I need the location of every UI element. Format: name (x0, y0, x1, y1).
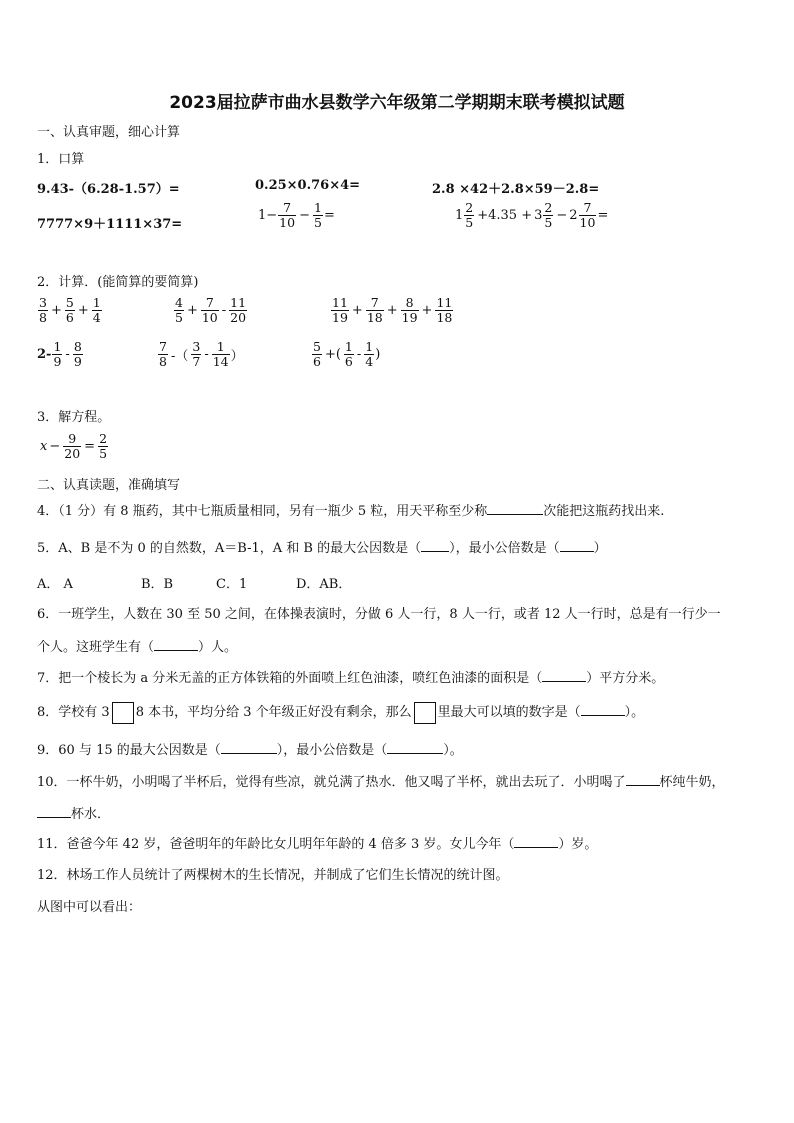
section-heading-2: 二、认真读题，准确填写 (37, 478, 181, 493)
q4: 4．（1 分）有 8 瓶药，其中七瓶质量相同，另有一瓶少 5 粒，用天平称至少称 次能把这瓶药找出来. (37, 504, 665, 519)
q8: 8．学校有 3 8 本书，平均分给 3 个年级正好没有剩余，那么 里最大可以填的数字是（ ）。 (37, 701, 644, 724)
q9: 9．60 与 15 的最大公因数是（ ），最小公倍数是（ ）。 (37, 743, 463, 758)
answer-blank[interactable] (514, 847, 558, 848)
q2-expr-1: $\frac{3}{8}$ + $\frac{5}{6}$ + $\frac{1}{4}$ (39, 295, 101, 325)
fraction: $\frac{2}{5}$ (465, 200, 474, 230)
q1-expr-4: 7777×9＋1111×37= (37, 217, 183, 232)
answer-blank[interactable] (421, 551, 449, 552)
fraction: $\frac{7}{10}$ (279, 200, 296, 230)
answer-blank[interactable] (487, 514, 543, 515)
q5-option-d[interactable]: D．AB． (296, 577, 352, 592)
q1-label: 1．口算 (37, 152, 85, 167)
fraction: $\frac{1}{5}$ (313, 200, 322, 230)
answer-blank[interactable] (154, 650, 198, 651)
page-title: 2023届拉萨市曲水县数学六年级第二学期期末联考模拟试题 (169, 93, 625, 113)
digit-box[interactable] (112, 702, 134, 724)
q7: 7．把一个棱长为 a 分米无盖的正方体铁箱的外面喷上红色油漆，喷红色油漆的面积是（ ）平方分米。 (37, 671, 665, 686)
q12-subtext: 从图中可以看出： (37, 900, 142, 915)
answer-blank[interactable] (560, 551, 594, 552)
answer-blank[interactable] (626, 785, 660, 786)
q1-expr-3: 2.8 ×42＋2.8×59－2.8= (432, 182, 600, 197)
fraction: $\frac{2}{5}$ (544, 200, 553, 230)
q10-line-2: 杯水． (37, 803, 110, 822)
q10-line-1: 10．一杯牛奶，小明喝了半杯后，觉得有些凉，就兑满了热水．他又喝了半杯，就出去玩了．小明喝了 杯纯牛奶， (37, 775, 725, 790)
q6-line-1: 6．一班学生，人数在 30 至 50 之间，在体操表演时，分做 6 人一行，8 人一行，或者 12 人一行时，总是有一行少一 (37, 607, 721, 622)
answer-blank[interactable] (387, 753, 443, 754)
q1-expr-5-lead: 1− (258, 208, 278, 223)
q1-expr-2: 0.25×0.76×4= (255, 178, 361, 193)
fraction: $\frac{7}{10}$ (579, 200, 596, 230)
q5-option-a[interactable]: A． A (37, 577, 73, 592)
q2-expr-6: $\frac{5}{6}$ +( $\frac{1}{6}$ - $\frac{1}{4}$ ) (313, 339, 381, 369)
answer-blank[interactable] (581, 715, 625, 716)
q1-expr-5: 1− $\frac{7}{10}$ − $\frac{1}{5}$ = (258, 200, 335, 230)
q2-label: 2．计算．(能简算的要简算) (37, 275, 199, 290)
q2-expr-2: $\frac{4}{5}$ + $\frac{7}{10}$ - $\frac{11}{20}$ (175, 295, 247, 325)
q2-expr-3: $\frac{11}{19}$ + $\frac{7}{18}$ + $\frac{8}{19}$ + $\frac{11}{18}$ (332, 295, 453, 325)
digit-box[interactable] (414, 702, 436, 724)
answer-blank[interactable] (37, 817, 71, 818)
q5-option-c[interactable]: C．1 (216, 577, 248, 592)
q5: 5．A、B 是不为 0 的自然数，A＝B-1，A 和 B 的最大公因数是（ ），最小公倍数是（ ） (37, 541, 607, 556)
q2-expr-5: $\frac{7}{8}$ -（ $\frac{3}{7}$ - $\frac{1}{14}$ ） (159, 339, 244, 369)
q12: 12．林场工作人员统计了两棵树木的生长情况，并制成了它们生长情况的统计图。 (37, 868, 509, 883)
q1-expr-1: 9.43-（6.28-1.57）= (37, 182, 180, 197)
section-heading-1: 一、认真审题，细心计算 (37, 125, 181, 140)
q5-option-b[interactable]: B．B (141, 577, 174, 592)
q1-expr-6: 1 $\frac{2}{5}$ +4.35 + 3 $\frac{2}{5}$ − 2 $\frac{7}{10}$ = (455, 200, 609, 230)
q3-label: 3．解方程。 (37, 410, 111, 425)
q6-line-2: 个人。这班学生有（ ）人。 (37, 640, 238, 655)
answer-blank[interactable] (221, 753, 277, 754)
q11: 11．爸爸今年 42 岁，爸爸明年的年龄比女儿明年年龄的 4 倍多 3 岁。女儿今年（ ）岁。 (37, 837, 598, 852)
answer-blank[interactable] (542, 681, 586, 682)
q2-expr-4: 2- $\frac{1}{9}$ - $\frac{8}{9}$ (37, 339, 82, 369)
q3-equation: x − $\frac{9}{20}$ = $\frac{2}{5}$ (40, 431, 108, 461)
